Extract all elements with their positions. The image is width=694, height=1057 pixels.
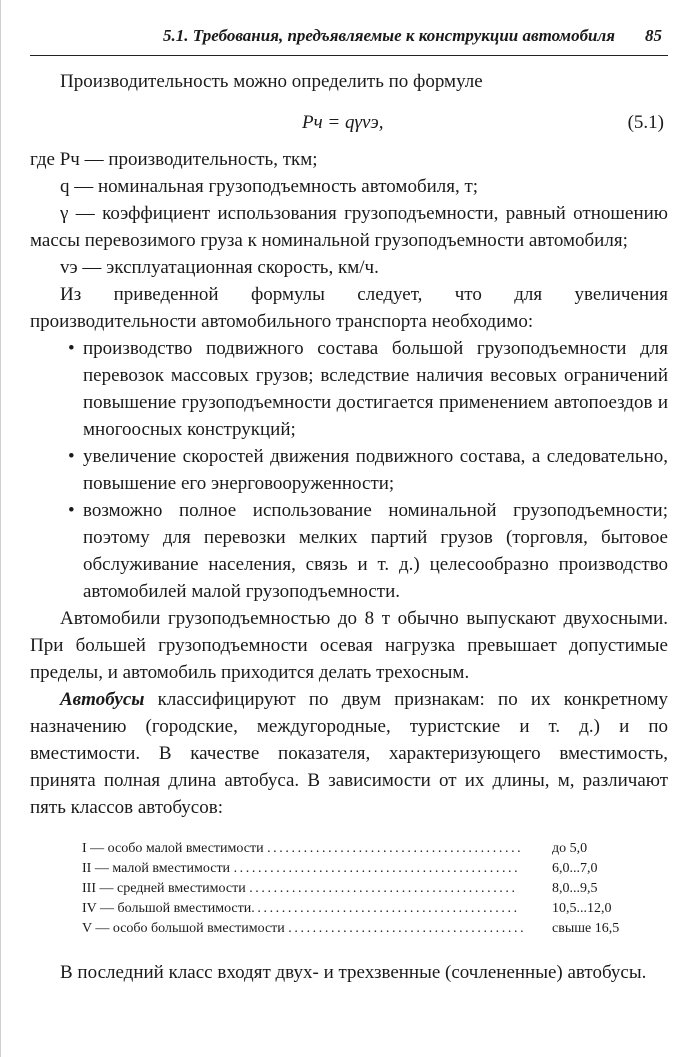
class-label: I — особо малой вместимости [82, 841, 264, 856]
intro-text: Производительность можно определить по формуле [60, 71, 483, 92]
definition-gamma: γ — коэффициент использования грузоподъемности, равный отношению массы перевозимого груза к номинальной грузоподъемности автомобиля; [30, 203, 668, 251]
running-header [30, 22, 668, 56]
equation-number: (5.1) [627, 112, 664, 133]
table-row [82, 899, 619, 919]
running-title: 5.1. Требования, предъявляемые к конструкции автомобиля [163, 26, 615, 45]
class-label: III — средней вместимости [82, 881, 246, 896]
trucks-paragraph: Автомобили грузоподъемностью до 8 т обычно выпускают двухосными. При большей грузоподъемности осевая нагрузка превышает допустимые пределы, и автомобиль приходится делать трехосным. [30, 608, 668, 683]
table-row [82, 879, 619, 899]
definition-q: q — номинальная грузоподъемность автомобиля, т; [60, 176, 479, 197]
table-row [82, 839, 619, 859]
formula: Pч = qγvэ, [302, 112, 384, 133]
requirements-list [30, 335, 668, 605]
class-label: IV — большой вместимости [82, 901, 252, 916]
formula-row [30, 109, 668, 136]
definition-p: где Pч — производительность, ткм; [30, 149, 318, 170]
class-value: 10,5...12,0 [552, 901, 612, 916]
list-item: • производство подвижного состава большой грузоподъемности для перевозок массовых грузов; вследствие наличия весовых ограничений повышение грузоподъемности достигается применением автопоездов и многоосных конструкций; [83, 335, 668, 443]
list-item: • увеличение скоростей движения подвижного состава, а следовательно, повышение его энерговооруженности; [83, 443, 668, 497]
class-label: II — малой вместимости [82, 861, 231, 876]
bus-classes-table [82, 839, 619, 939]
leader-dots: ............................................ [251, 901, 520, 916]
page-number: 85 [645, 26, 662, 45]
leader-dots: ....................................... [288, 921, 527, 936]
lead-paragraph: Из приведенной формулы следует, что для увеличения производительности автомобильного транспорта необходимо: [30, 284, 668, 332]
buses-term: Автобусы [60, 689, 145, 710]
leader-dots: ............................................... [233, 861, 521, 876]
buses-paragraph [30, 686, 668, 821]
class-value: свыше 16,5 [552, 921, 620, 936]
class-value: до 5,0 [552, 841, 588, 856]
class-label: V — особо большой вместимости [82, 921, 285, 936]
table-row [82, 859, 619, 879]
buses-text: классифицируют по двум признакам: по их конкретному назначению (городские, междугородные, туристские и т. д.) и по вместимости. В качестве показателя, характеризующего вместимость, принята полная длина автобуса. В зависимости от их длины, м, различают пять классов автобусов: [30, 689, 668, 818]
closing-paragraph: В последний класс входят двух- и трехзвенные (сочлененные) автобусы. [60, 962, 647, 983]
list-item: • возможно полное использование номинальной грузоподъемности; поэтому для перевозки мелких партий грузов (торговля, бытовое обслуживание населения, связь и т. д.) целесообразно производство автомобилей малой грузоподъемности. [83, 497, 668, 605]
class-value: 6,0...7,0 [552, 861, 598, 876]
class-value: 8,0...9,5 [552, 881, 598, 896]
table-row [82, 919, 619, 939]
definition-v: vэ — эксплуатационная скорость, км/ч. [60, 257, 379, 278]
leader-dots: .......................................... [267, 841, 524, 856]
leader-dots: ............................................ [249, 881, 518, 896]
